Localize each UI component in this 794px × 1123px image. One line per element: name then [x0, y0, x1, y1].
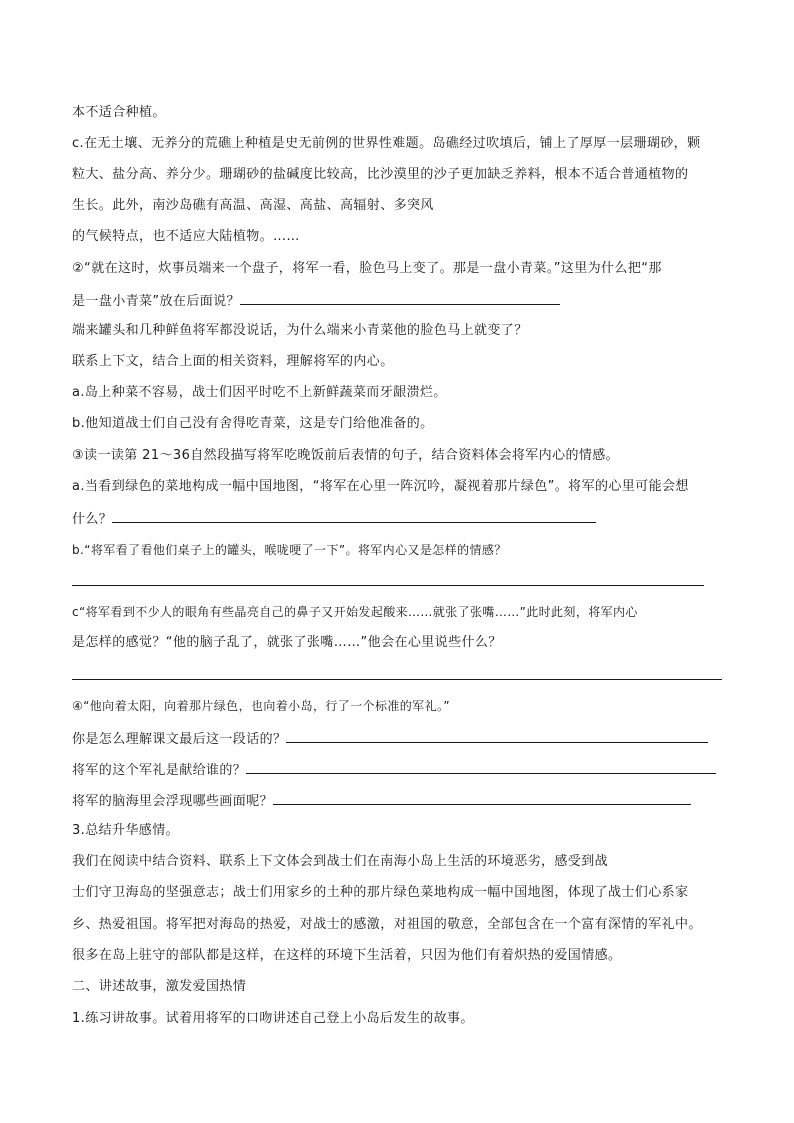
text-line: a.当看到绿色的菜地构成一幅中国地图，“将军在心里一阵沉吟，凝视着那片绿色”。将军的心里可能会想: [72, 479, 689, 494]
text-line: c.在无土壤、无养分的荒礁上种植是史无前例的世界性难题。岛礁经过吹填后，铺上了厚厚一层珊瑚砂，颗: [72, 136, 701, 151]
answer-line[interactable]: [72, 585, 704, 586]
text-line: ②“就在这时，炊事员端来一个盘子，将军一看，脸色马上变了。那是一盘小青菜。”这里为什么把“那: [72, 261, 662, 276]
text-line: 1.练习讲故事。试着用将军的口吻讲述自己登上小岛后发生的故事。: [72, 1011, 474, 1026]
answer-blank[interactable]: [246, 760, 716, 774]
text-line: 端来罐头和几种鲜鱼将军都没说话，为什么端来小青菜他的脸色马上就变了？: [72, 323, 528, 338]
section-heading: 二、讲述故事，激发爱国热情: [72, 979, 247, 994]
text-line: ④“他向着太阳，向着那片绿色，也向着小岛，行了一个标准的军礼。”: [72, 699, 450, 713]
text-line: c“将军看到不少人的眼角有些晶亮自己的鼻子又开始发起酸来……就张了张嘴……”此时此刻，将军内心: [72, 605, 638, 619]
question-text: 将军的脑海里会浮现哪些画面呢？: [72, 794, 274, 809]
text-line: 是怎样的感觉？“他的脑子乱了，就张了张嘴……”他会在心里说些什么？: [72, 635, 502, 650]
question-text: 将军的这个军礼是献给谁的？: [72, 763, 247, 778]
text-line: a.岛上种菜不容易，战士们因平时吃不上新鲜蔬菜而牙龈溃烂。: [72, 385, 447, 400]
question-text: 你是怎么理解课文最后这一段话的？: [72, 732, 287, 747]
question-line: [72, 729, 708, 749]
question-line: [72, 509, 596, 529]
question-text: 是一盘小青菜”放在后面说？: [72, 294, 240, 309]
text-line: 生长。此外，南沙岛礁有高温、高湿、高盐、高辐射、多突风: [72, 198, 434, 213]
text-line: 粒大、盐分高、养分少。珊瑚砂的盐碱度比较高，比沙漠里的沙子更加缺乏养料，根本不适合普通植物的: [72, 167, 689, 182]
answer-blank[interactable]: [240, 291, 560, 305]
text-line: 士们守卫海岛的坚强意志；战士们用家乡的土种的那片绿色菜地构成一幅中国地图，体现了战士们心系家: [72, 885, 689, 900]
text-line: ③读一读第 21～36自然段描写将军吃晚饭前后表情的句子，结合资料体会将军内心的情感。: [72, 448, 620, 463]
question-line: [72, 791, 691, 811]
text-line: 很多在岛上驻守的部队都是这样，在这样的环境下生活着，只因为他们有着炽热的爱国情感。: [72, 948, 622, 963]
text-line: 本不适合种植。: [72, 105, 166, 120]
text-line: b.他知道战士们自己没有舍得吃青菜，这是专门给他准备的。: [72, 416, 434, 431]
answer-blank[interactable]: [112, 509, 596, 523]
text-line: 的气候特点，也不适应大陆植物。……: [72, 229, 300, 244]
text-line: b.“将军看了看他们桌子上的罐头，喉咙哽了一下”。将军内心又是怎样的情感？: [72, 543, 507, 557]
text-line: 我们在阅读中结合资料、联系上下文体会到战士们在南海小岛上生活的环境恶劣，感受到战: [72, 854, 609, 869]
question-text: 什么？: [72, 512, 113, 527]
text-line: 乡、热爱祖国。将军把对海岛的热爱，对战士的感激，对祖国的敬意，全部包含在一个富有深情的军礼中。: [72, 917, 702, 932]
text-line: 联系上下文，结合上面的相关资料，理解将军的内心。: [72, 354, 394, 369]
answer-blank[interactable]: [273, 791, 691, 805]
question-line: [72, 291, 560, 311]
answer-blank[interactable]: [286, 729, 708, 743]
answer-line[interactable]: [72, 679, 722, 680]
question-line: [72, 760, 716, 780]
section-heading: 3.总结升华感情。: [72, 823, 180, 838]
